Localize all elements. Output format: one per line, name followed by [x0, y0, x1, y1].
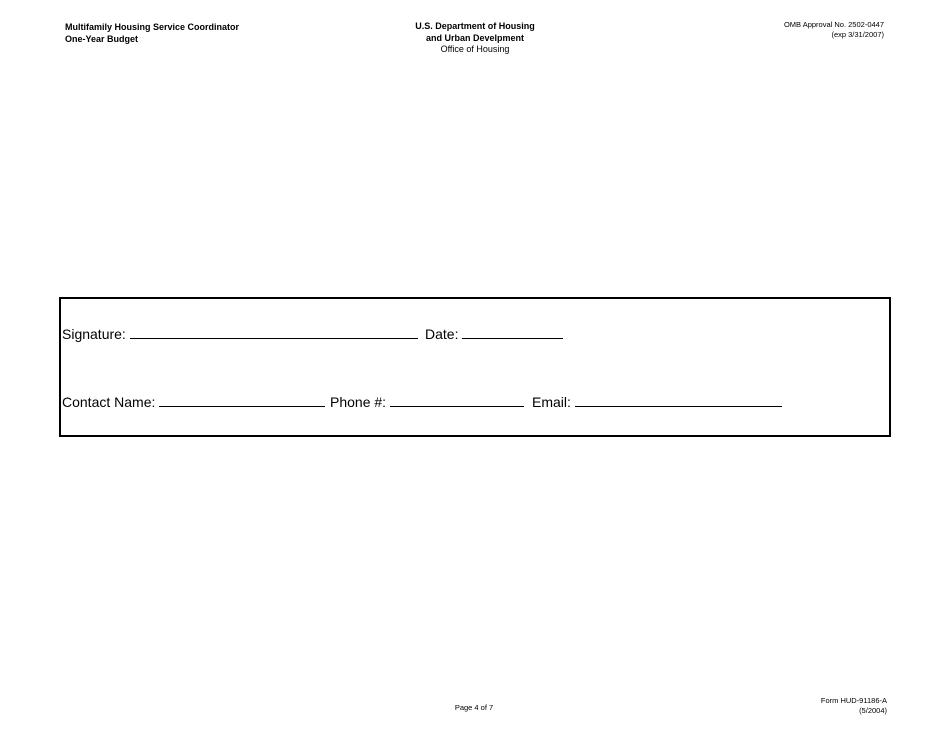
signature-field[interactable] [62, 324, 418, 342]
email-line[interactable] [575, 392, 782, 407]
omb-number: OMB Approval No. 2502-0447 [783, 20, 884, 29]
phone-field[interactable] [330, 392, 524, 410]
contact-name-field[interactable] [62, 392, 325, 410]
phone-line[interactable] [390, 392, 524, 407]
signature-box [59, 297, 891, 437]
omb-approval [784, 20, 884, 40]
form-revision-date: (5/2004) [859, 706, 887, 715]
contact-name-label: Contact Name: [62, 394, 156, 410]
agency-header [375, 21, 575, 56]
signature-label: Signature: [62, 326, 126, 342]
form-title-line1: Multifamily Housing Service Coordinator [65, 22, 240, 32]
form-title-line2: One-Year Budget [65, 34, 139, 44]
form-identifier [821, 696, 887, 716]
form-number: Form HUD-91186-A [820, 696, 887, 705]
date-label: Date: [425, 326, 459, 342]
page-number: Page 4 of 7 [454, 703, 494, 712]
signature-line[interactable] [130, 324, 418, 339]
omb-expiry: (exp 3/31/2007) [831, 30, 884, 39]
phone-label: Phone #: [330, 394, 387, 410]
agency-line2: and Urban Develpment [425, 32, 525, 43]
agency-office: Office of Housing [440, 44, 510, 54]
email-field[interactable] [532, 392, 782, 410]
contact-name-line[interactable] [159, 392, 325, 407]
date-field[interactable] [425, 324, 563, 342]
agency-line1: U.S. Department of Housing [415, 21, 535, 31]
email-label: Email: [532, 394, 571, 410]
date-line[interactable] [462, 324, 563, 339]
form-title [65, 21, 239, 45]
